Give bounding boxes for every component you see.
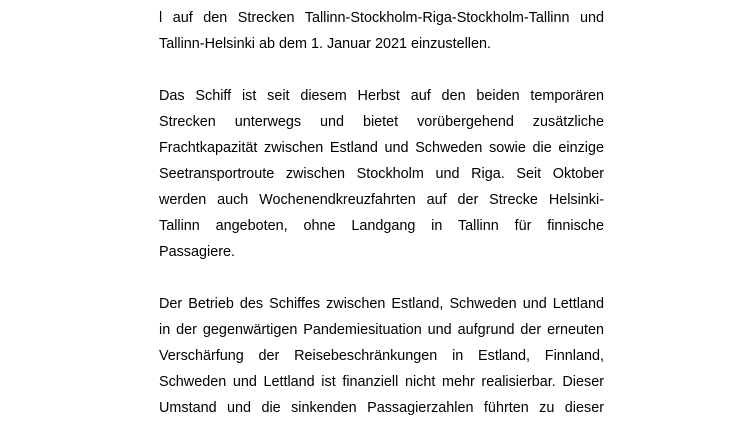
paragraph-3 xyxy=(159,291,604,421)
paragraph-spacer xyxy=(159,265,604,291)
text-line: l auf den Strecken Tallinn-Stockholm-Riga-Stockholm-Tallinn und xyxy=(159,10,604,26)
text-line: Der Betrieb des Schiffes zwischen Estland, Schweden und Lettland xyxy=(159,296,604,312)
text-line: Das Schiff ist seit diesem Herbst auf den beiden temporären xyxy=(159,88,604,104)
text-line: Verschärfung der Reisebeschränkungen in Estland, Finnland, xyxy=(159,348,604,364)
text-line: Tallinn angeboten, ohne Landgang in Tallinn für finnische xyxy=(159,218,604,234)
text-line: Passagiere. xyxy=(159,244,235,260)
text-line: Seetransportroute zwischen Stockholm und Riga. Seit Oktober xyxy=(159,166,604,182)
paragraph-spacer xyxy=(159,57,604,83)
text-line: werden auch Wochenendkreuzfahrten auf der Strecke Helsinki- xyxy=(159,192,604,208)
text-line: Umstand und die sinkenden Passagierzahlen führten zu dieser xyxy=(159,400,604,416)
text-line: Tallinn-Helsinki ab dem 1. Januar 2021 einzustellen. xyxy=(159,36,491,52)
text-line: in der gegenwärtigen Pandemiesituation und aufgrund der erneuten xyxy=(159,322,604,338)
text-line: Schweden und Lettland ist finanziell nicht mehr realisierbar. Dieser xyxy=(159,374,604,390)
paragraph-1 xyxy=(159,5,604,57)
text-line: Frachtkapazität zwischen Estland und Schweden sowie die einzige xyxy=(159,140,604,156)
text-line: Strecken unterwegs und bietet vorübergehend zusätzliche xyxy=(159,114,604,130)
paragraph-2 xyxy=(159,83,604,265)
document-body xyxy=(159,5,604,421)
